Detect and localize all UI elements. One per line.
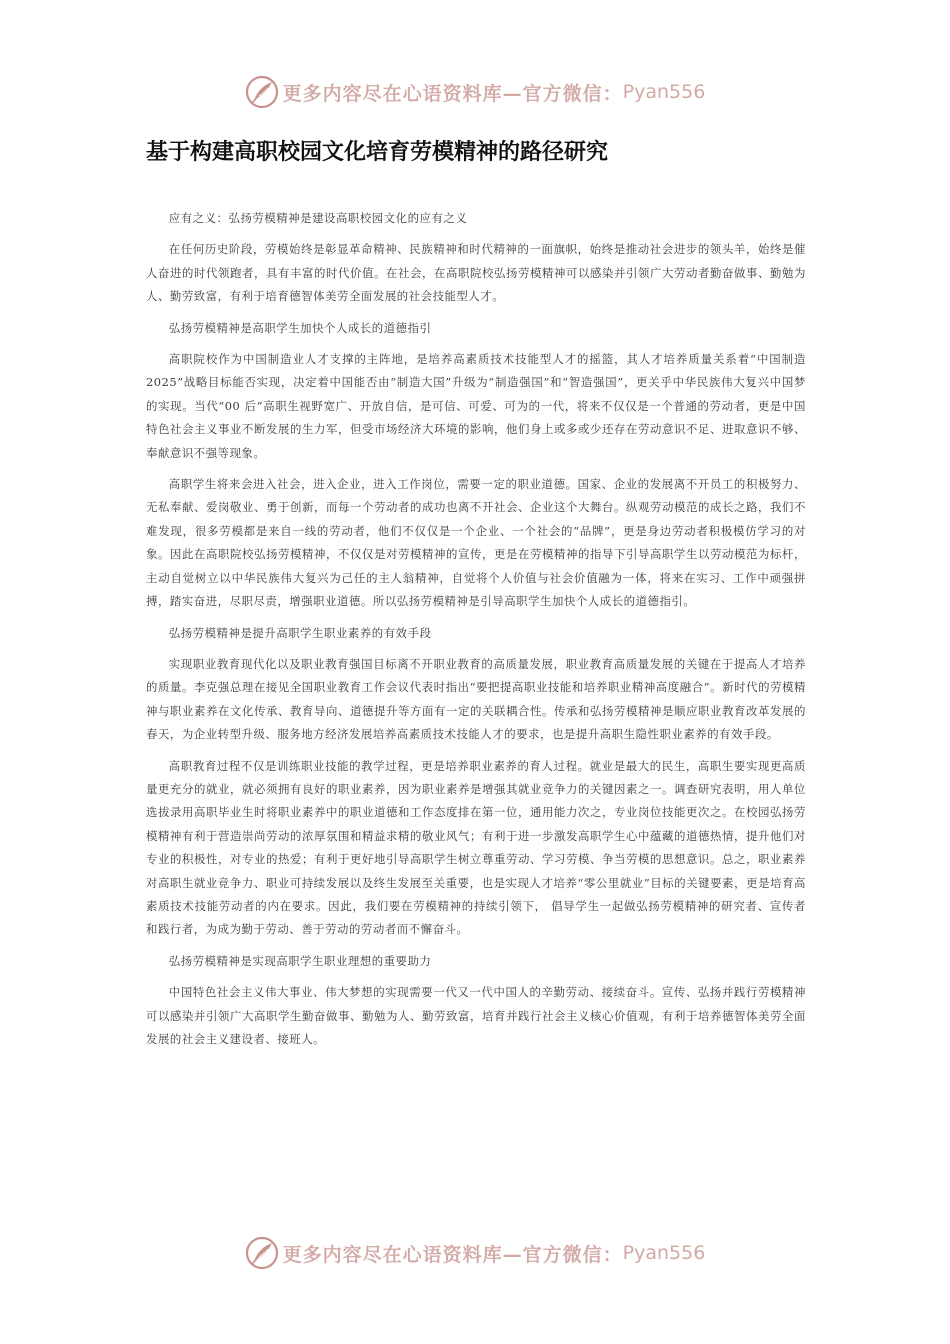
body-paragraph: 高职院校作为中国制造业人才支撑的主阵地，是培养高素质技术技能型人才的摇篮，其人才培养质量关系着“中国制造 2025”战略目标能否实现，决定着中国能否由“制造大国”升级为“制造强国”和“智造强国”，更关乎中华民族伟大复兴中国梦的实现。当代“00 后”高职生视野宽广、开放自信，是可信、可爱、可为的一代，将来不仅仅是一个普通的劳动者，更是中国特色社会主义事业不断发展的生力军，但受市场经济大环境的影响，他们身上或多或少还存在劳动意识不足、进取意识不够、奉献意识不强等现象。 — [146, 352, 806, 460]
body-paragraph: 在任何历史阶段，劳模始终是彰显革命精神、民族精神和时代精神的一面旗帜，始终是推动社会进步的领头羊，始终是催人奋进的时代领跑者，具有丰富的时代价值。在社会，在高职院校弘扬劳模精神可以感染并引领广大劳动者勤奋做事、勤勉为人、勤劳致富，有利于培育德智体美劳全面发展的社会技能型人才。 — [146, 242, 806, 304]
feather-logo-icon — [245, 75, 279, 109]
section-heading: 弘扬劳模精神是高职学生加快个人成长的道德指引 — [168, 320, 432, 335]
document-title: 基于构建高职校园文化培育劳模精神的路径研究 — [146, 140, 609, 165]
footer-banner — [0, 1233, 950, 1273]
feather-logo-icon — [245, 1236, 279, 1270]
banner-wechat-handle: Pyan556 — [622, 81, 706, 103]
body-paragraph: 高职学生将来会进入社会，进入企业，进入工作岗位，需要一定的职业道德。国家、企业的发展离不开员工的积极努力、无私奉献、爱岗敬业、勇于创新，而每一个劳动者的成功也离不开社会、企业这个大舞台。纵观劳动模范的成长之路，我们不难发现，很多劳模都是来自一线的劳动者，他们不仅仅是一个企业、一个社会的“品牌”，更是身边劳动者积极模仿学习的对象。因此在高职院校弘扬劳模精神，不仅仅是对劳模精神的宣传，更是在劳模精神的指导下引导高职学生以劳动模范为标杆，主动自觉树立以中华民族伟大复兴为己任的主人翁精神，自觉将个人价值与社会价值融为一体，将来在实习、工作中顽强拼搏，踏实奋进，尽职尽责，增强职业道德。所以弘扬劳模精神是引导高职学生加快个人成长的道德指引。 — [146, 477, 806, 609]
banner-text: 更多内容尽在心语资料库—官方微信： — [282, 82, 623, 105]
header-banner — [0, 72, 950, 112]
section-heading: 弘扬劳模精神是实现高职学生职业理想的重要助力 — [168, 953, 432, 968]
section-heading: 弘扬劳模精神是提升高职学生职业素养的有效手段 — [168, 625, 432, 640]
document-body — [146, 207, 806, 1051]
body-paragraph: 实现职业教育现代化以及职业教育强国目标离不开职业教育的高质量发展，职业教育高质量发展的关键在于提高人才培养的质量。李克强总理在接见全国职业教育工作会议代表时指出“要把提高职业技能和培养职业精神高度融合”。新时代的劳模精神与职业素养在文化传承、教育导向、道德提升等方面有一定的关联耦合性。传承和弘扬劳模精神是顺应职业教育改革发展的春天，为企业转型升级、服务地方经济发展培养高素质技术技能人才的要求，也是提升高职生隐性职业素养的有效手段。 — [146, 656, 806, 742]
banner-wechat-handle: Pyan556 — [622, 1242, 706, 1264]
section-heading: 应有之义：弘扬劳模精神是建设高职校园文化的应有之义 — [168, 211, 468, 225]
banner-text: 更多内容尽在心语资料库—官方微信： — [282, 1243, 623, 1266]
body-paragraph: 高职教育过程不仅是训练职业技能的教学过程，更是培养职业素养的育人过程。就业是最大的民生，高职生要实现更高质量更充分的就业，就必须拥有良好的职业素养，因为职业素养是增强其就业竞争力的关键因素之一。调查研究表明，用人单位选拔录用高职毕业生时将职业素养中的职业道德和工作态度排在第一位，通用能力次之，专业岗位技能更次之。在校园弘扬劳模精神有利于营造崇尚劳动的浓厚氛围和精益求精的敬业风气；有利于进一步激发高职学生心中蕴藏的道德热情，提升他们对专业的积极性，对专业的热爱；有利于更好地引导高职学生树立尊重劳动、学习劳模、争当劳模的思想意识。总之，职业素养对高职生就业竞争力、职业可持续发展以及终生发展至关重要，也是实现人才培养“零公里就业”目标的关键要素，更是培育高素质技术技能劳动者的内在要求。因此，我们要在劳模精神的持续引领下， 倡导学生一起做弘扬劳模精神的研究者、宣传者和践行者，为成为勤于劳动、善于劳动的劳动者而不懈奋斗。 — [146, 758, 806, 937]
body-paragraph: 中国特色社会主义伟大事业、伟大梦想的实现需要一代又一代中国人的辛勤劳动、接续奋斗。宣传、弘扬并践行劳模精神可以感染并引领广大高职学生勤奋做事、勤勉为人、勤劳致富，培育并践行社会主义核心价值观，有利于培养德智体美劳全面发展的社会主义建设者、接班人。 — [146, 985, 806, 1046]
